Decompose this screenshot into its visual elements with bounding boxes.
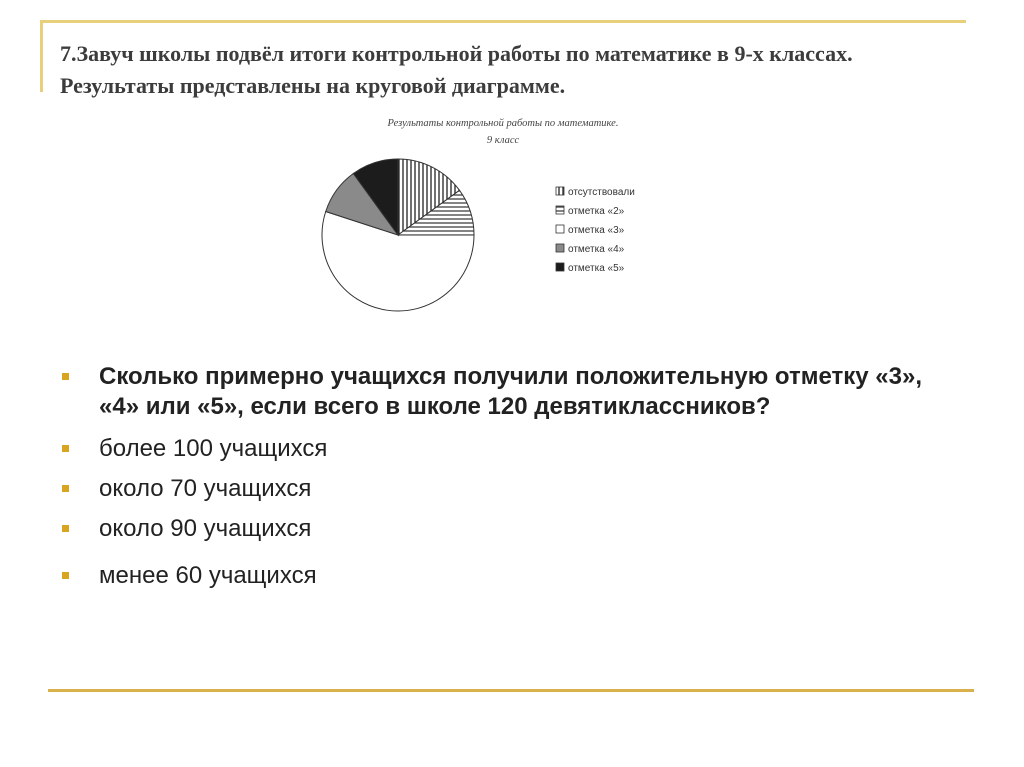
legend-swatch-3	[556, 225, 564, 233]
legend-label-3: отметка «3»	[568, 225, 625, 236]
legend-label-4: отметка «4»	[568, 244, 625, 255]
frame-top-line	[40, 20, 966, 23]
chart-legend	[556, 187, 635, 274]
chart-title: Результаты контрольной работы по математике.	[387, 118, 619, 129]
answer-text: около 70 учащихся	[99, 475, 312, 502]
answer-text: менее 60 учащихся	[99, 562, 317, 589]
pie-slices	[322, 159, 474, 311]
bullet-square-icon	[62, 525, 69, 532]
legend-swatch-4	[556, 244, 564, 252]
slide-title: 7.Завуч школы подвёл итоги контрольной работы по математике в 9-х классах. Результаты представлены на круговой диаграмме.	[60, 41, 853, 98]
pie-chart-svg	[318, 110, 678, 315]
answer-text: около 90 учащихся	[99, 515, 312, 542]
legend-swatch-2	[556, 206, 564, 214]
legend-label-2: отметка «2»	[568, 206, 625, 217]
answer-list	[60, 362, 960, 601]
bullet-square-icon	[62, 572, 69, 579]
answer-text: более 100 учащихся	[99, 435, 328, 462]
legend-label-5: отметка «5»	[568, 263, 625, 274]
frame-bottom-line	[48, 689, 974, 692]
legend-swatch-1	[556, 187, 564, 195]
answer-option-1[interactable]	[60, 434, 960, 464]
chart-subtitle: 9 класс	[486, 135, 520, 146]
bullet-square-icon	[62, 445, 69, 452]
legend-swatch-5	[556, 263, 564, 271]
answer-option-2[interactable]	[60, 474, 960, 504]
bullet-square-icon	[62, 373, 69, 380]
legend-label-1: отсутствовали	[568, 187, 635, 198]
question-text: Сколько примерно учащихся получили положительную отметку «3», «4» или «5», если всего в школе 120 девятиклассников?	[99, 363, 923, 420]
answer-option-3[interactable]	[60, 514, 960, 544]
frame-left-line	[40, 20, 43, 92]
bullet-square-icon	[62, 485, 69, 492]
answer-option-4[interactable]	[60, 561, 960, 591]
question-item	[60, 362, 960, 422]
pie-chart	[318, 110, 678, 315]
